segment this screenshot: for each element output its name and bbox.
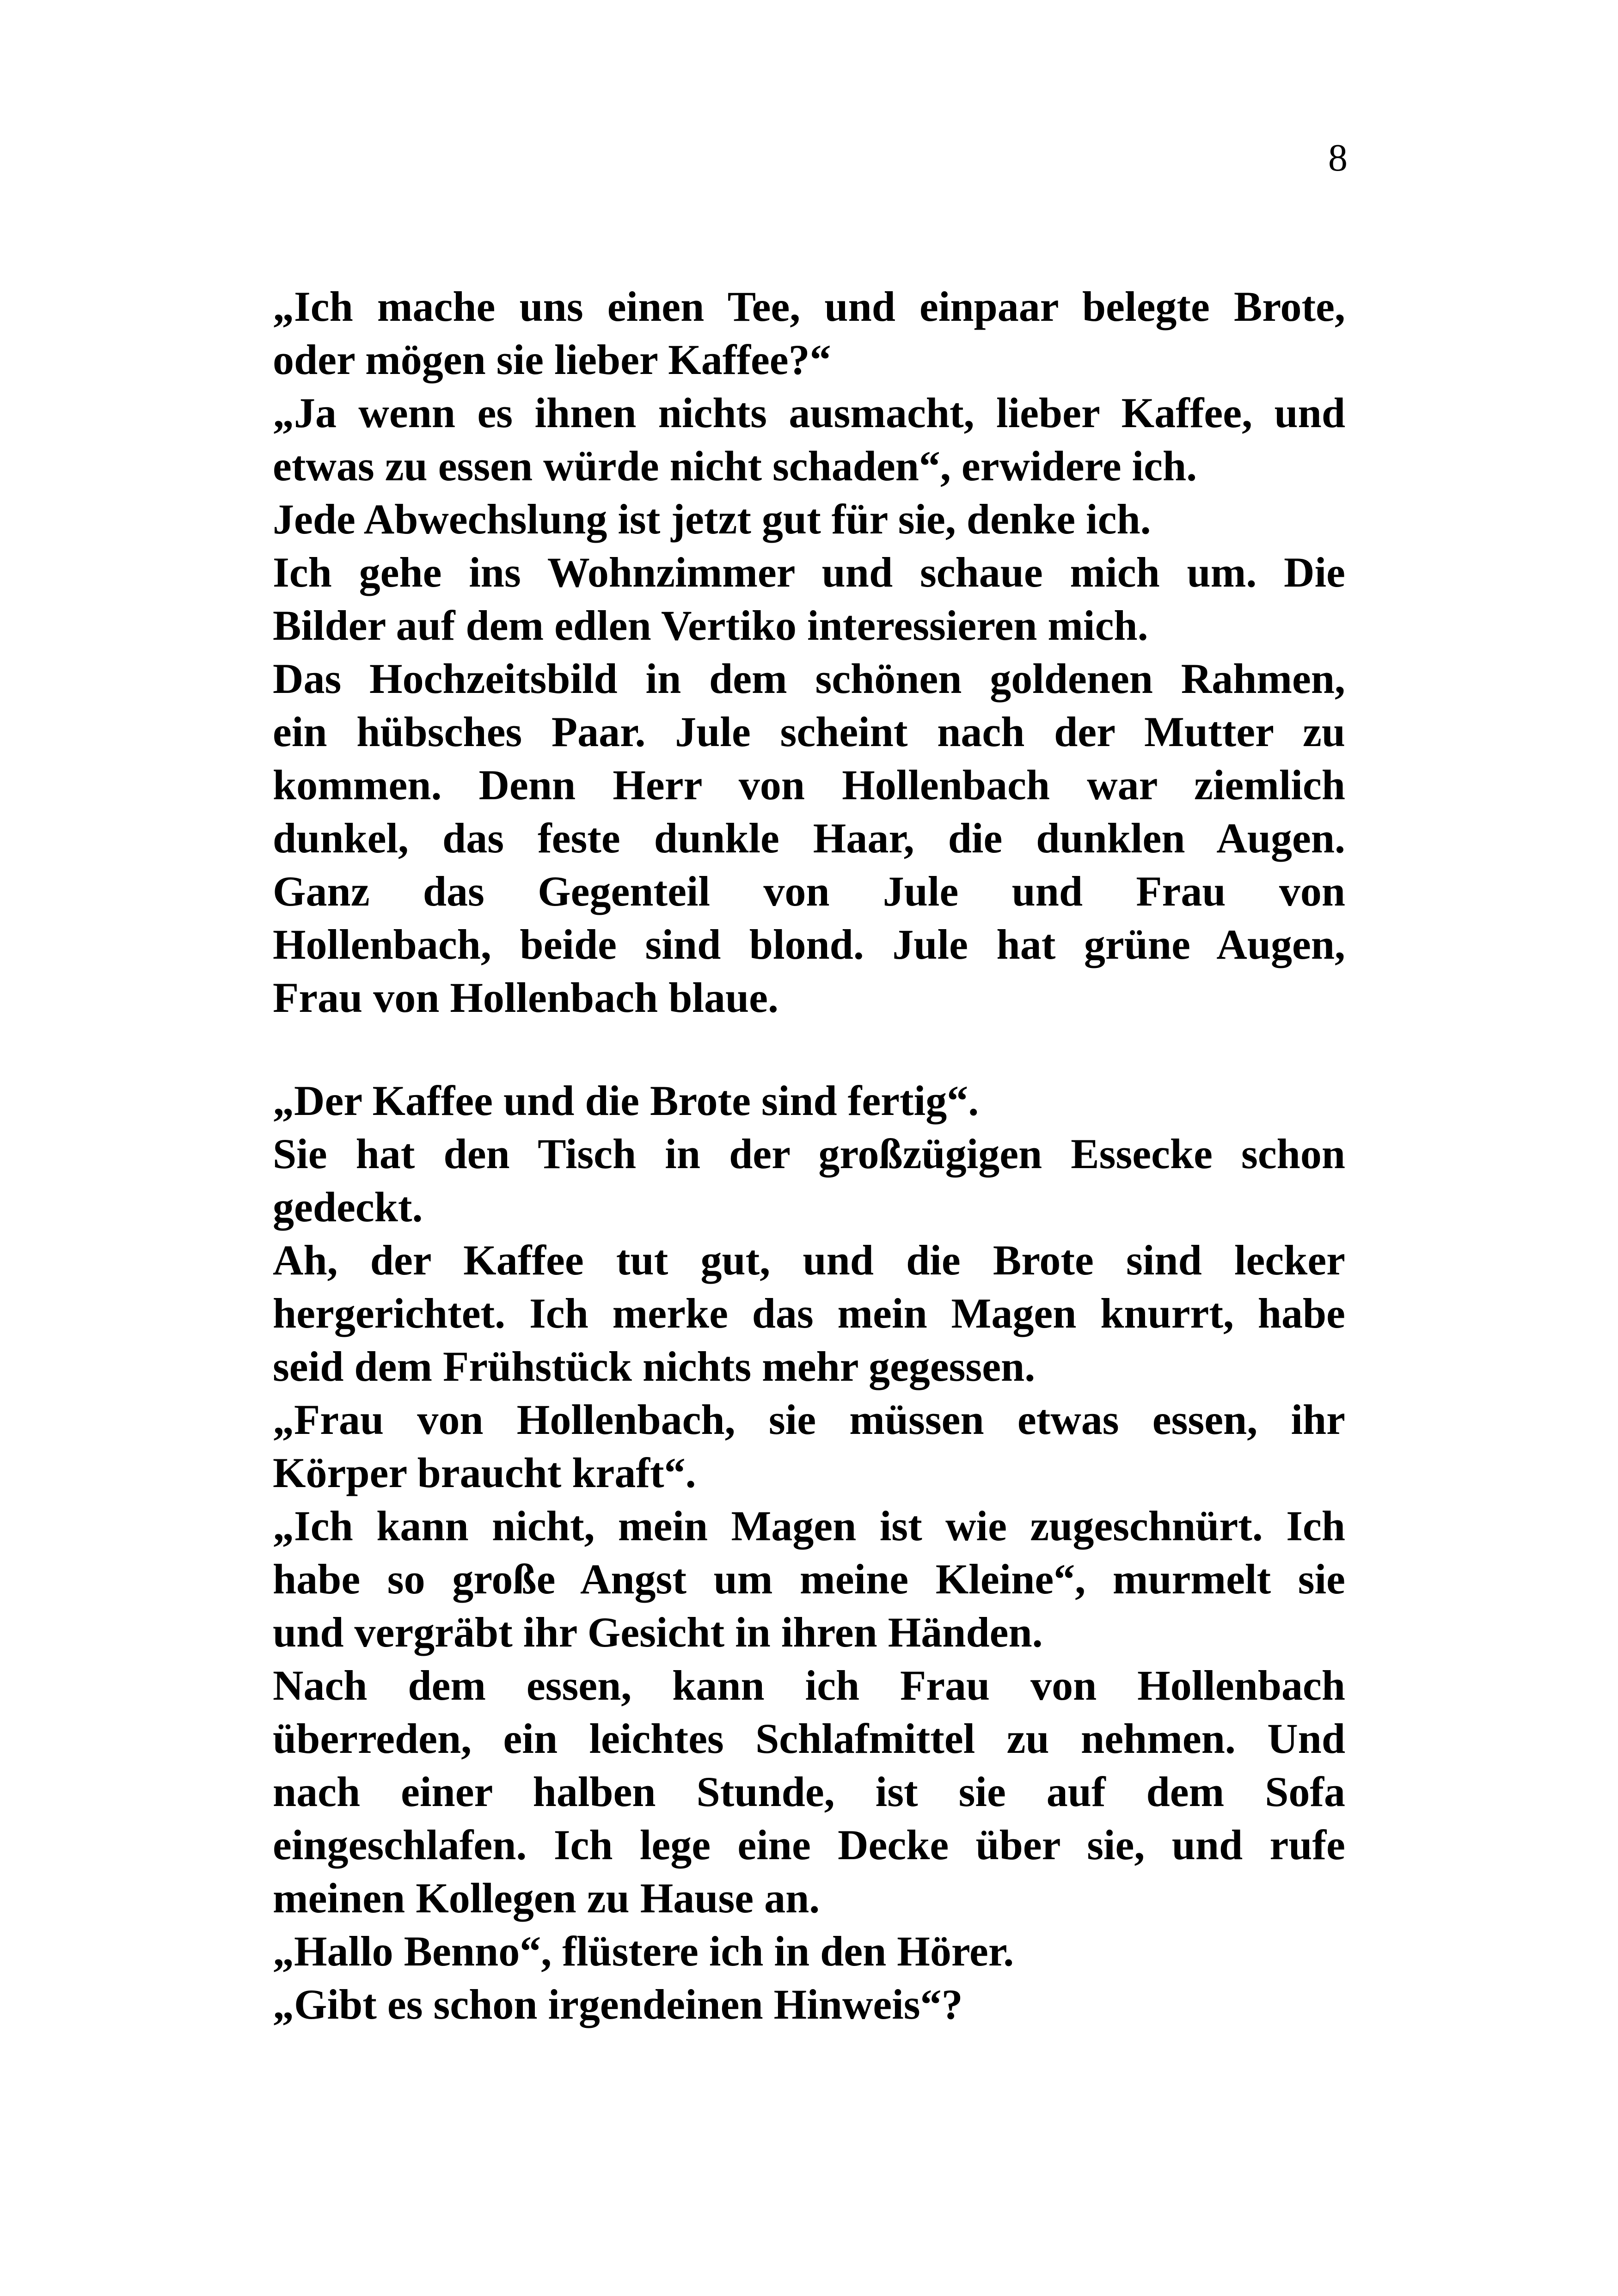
- text-line: überreden, ein leichtes Schlafmittel zu nehmen. Und: [273, 1715, 1345, 1762]
- text-line: ein hübsches Paar. Jule scheint nach der Mutter zu: [273, 708, 1345, 755]
- text-line: Körper braucht kraft“.: [273, 1449, 696, 1496]
- text-line: etwas zu essen würde nicht schaden“, erwidere ich.: [273, 442, 1197, 490]
- text-line: „Ich mache uns einen Tee, und einpaar belegte Brote,: [273, 283, 1345, 330]
- text-line: Nach dem essen, kann ich Frau von Hollenbach: [273, 1662, 1345, 1709]
- text-line: Sie hat den Tisch in der großzügigen Essecke schon: [273, 1130, 1345, 1177]
- text-line: seid dem Frühstück nichts mehr gegessen.: [273, 1343, 1036, 1390]
- text-line: „Ich kann nicht, mein Magen ist wie zugeschnürt. Ich: [273, 1502, 1345, 1549]
- text-line: Jede Abwechslung ist jetzt gut für sie, denke ich.: [273, 496, 1151, 543]
- text-line: kommen. Denn Herr von Hollenbach war ziemlich: [273, 761, 1345, 808]
- text-line: hergerichtet. Ich merke das mein Magen knurrt, habe: [273, 1290, 1345, 1337]
- text-line: nach einer halben Stunde, ist sie auf dem Sofa: [273, 1768, 1345, 1815]
- text-line: habe so große Angst um meine Kleine“, murmelt sie: [273, 1555, 1345, 1603]
- text-line: Bilder auf dem edlen Vertiko interessieren mich.: [273, 602, 1148, 649]
- text-line: Hollenbach, beide sind blond. Jule hat grüne Augen,: [273, 921, 1345, 968]
- text-line: „Hallo Benno“, flüstere ich in den Hörer.: [273, 1928, 1014, 1975]
- text-line: Das Hochzeitsbild in dem schönen goldenen Rahmen,: [273, 655, 1345, 702]
- page-number: 8: [1328, 136, 1348, 179]
- text-line: „Der Kaffee und die Brote sind fertig“.: [273, 1077, 979, 1124]
- text-line: meinen Kollegen zu Hause an.: [273, 1874, 820, 1922]
- text-line: Ganz das Gegenteil von Jule und Frau von: [273, 868, 1345, 915]
- text-line: dunkel, das feste dunkle Haar, die dunklen Augen.: [273, 814, 1345, 862]
- text-line: Ah, der Kaffee tut gut, und die Brote sind lecker: [273, 1237, 1345, 1284]
- text-line: „Gibt es schon irgendeinen Hinweis“?: [273, 1981, 963, 2028]
- text-line: „Ja wenn es ihnen nichts ausmacht, lieber Kaffee, und: [273, 389, 1345, 436]
- text-line: Frau von Hollenbach blaue.: [273, 974, 778, 1021]
- text-line: Ich gehe ins Wohnzimmer und schaue mich um. Die: [273, 549, 1345, 596]
- text-line: oder mögen sie lieber Kaffee?“: [273, 336, 831, 383]
- paragraph-block-1: [273, 280, 1345, 1024]
- text-line: eingeschlafen. Ich lege eine Decke über sie, und rufe: [273, 1821, 1345, 1868]
- text-line: „Frau von Hollenbach, sie müssen etwas essen, ihr: [273, 1396, 1345, 1443]
- text-line: und vergräbt ihr Gesicht in ihren Händen.: [273, 1609, 1043, 1656]
- text-line: gedeckt.: [273, 1183, 423, 1231]
- paragraph-block-2: [273, 1074, 1345, 2031]
